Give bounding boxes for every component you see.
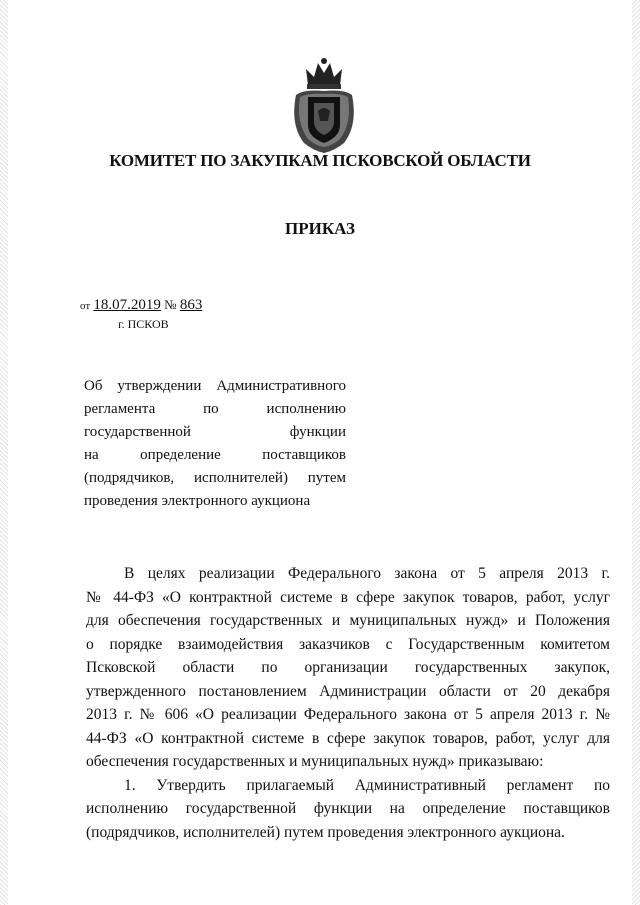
scan-edge-right (632, 0, 640, 905)
preamble-paragraph (86, 562, 610, 774)
preamble-line: 2013 г. № 606 «О реализации Федерального закона от 5 апреля 2013 г. № (86, 706, 610, 723)
preamble-line: для обеспечения государственных и муниципальных нужд» и Положения (86, 612, 610, 629)
order-city: г. ПСКОВ (118, 317, 169, 331)
order-subject (84, 375, 346, 513)
preamble-line: о порядке взаимодействия заказчиков с Государственным комитетом (86, 635, 610, 653)
preamble-line: 44-ФЗ «О контрактной системе в сфере закупок товаров, работ, услуг для (86, 729, 610, 747)
preamble-line: обеспечения государственных и муниципальных нужд» приказываю: (86, 753, 544, 770)
order-date-line (80, 297, 202, 314)
subject-line: на определение поставщиков (84, 447, 346, 463)
item-1-line: исполнению государственной функции на определение поставщиков (86, 800, 610, 817)
subject-line: проведения электронного аукциона (84, 493, 311, 509)
order-body (86, 562, 610, 844)
preamble-line: № 44-ФЗ «О контрактной системе в сфере закупок товаров, работ, услуг (86, 588, 610, 606)
subject-line: регламента по исполнению (84, 401, 346, 417)
order-number: 863 (179, 297, 203, 313)
from-prefix: от (80, 300, 91, 312)
subject-line: (подрядчиков, исполнителей) путем (84, 470, 346, 486)
preamble-line: утвержденного постановлением Администрации области от 20 декабря (86, 682, 610, 700)
subject-line: государственной функции (84, 424, 346, 440)
order-date: 18.07.2019 (93, 297, 161, 313)
item-1-line: 1. Утвердить прилагаемый Административный регламент по (124, 776, 610, 794)
item-1-paragraph (86, 774, 610, 845)
item-1-line: (подрядчиков, исполнителей) путем проведения электронного аукциона. (86, 823, 565, 841)
pskov-coat-of-arms-icon (284, 55, 364, 155)
number-sign: № (164, 297, 177, 312)
document-type: ПРИКАЗ (285, 219, 355, 238)
scan-edge-left (0, 0, 8, 905)
organization-name: КОМИТЕТ ПО ЗАКУПКАМ ПСКОВСКОЙ ОБЛАСТИ (109, 151, 531, 170)
preamble-line: Псковской области по организации государственных закупок, (86, 659, 610, 676)
preamble-line: В целях реализации Федерального закона от 5 апреля 2013 г. (124, 565, 610, 582)
subject-line: Об утверждении Административного (84, 378, 346, 394)
